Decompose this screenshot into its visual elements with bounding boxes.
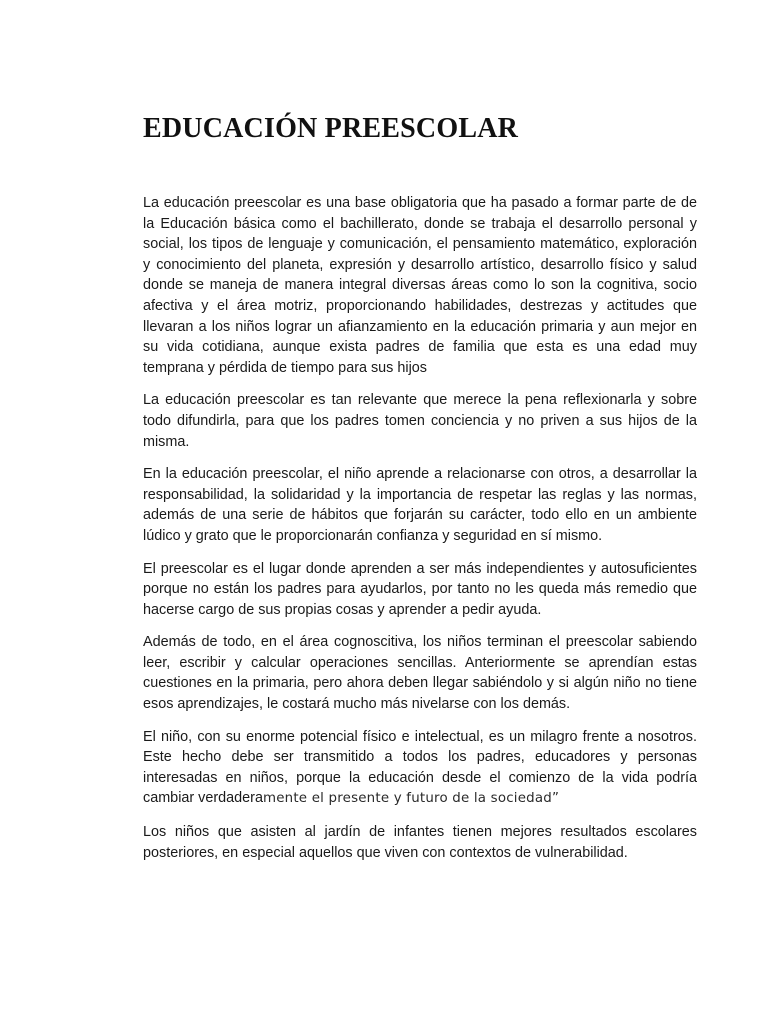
paragraph-main-text: El niño, con su enorme potencial físico e intelectual, es un milagro frente a nosotros. Este hecho debe ser transmitido a todos los padres, educadores y personas interesadas en niños, porque la educación desde el comienzo de la vida podría cambiar verdadera xyxy=(143,728,697,807)
paragraph: Los niños que asisten al jardín de infantes tienen mejores resultados escolares posteriores, en especial aquellos que viven con contextos de vulnerabilidad. xyxy=(143,824,697,861)
paragraph: Además de todo, en el área cognoscitiva, los niños terminan el preescolar sabiendo leer, escribir y calcular operaciones sencillas. Anteriormente se aprendían estas cuestiones en la primaria, pero ahora deben llegar sabiéndolo y si algún niño no tiene esos aprendizajes, le costará mucho más nivelarse con los demás. xyxy=(143,634,697,713)
document-body xyxy=(143,112,697,875)
document-title: EDUCACIÓN PREESCOLAR xyxy=(143,113,519,144)
paragraph: La educación preescolar es tan relevante que merece la pena reflexionarla y sobre todo difundirla, para que los padres tomen conciencia y no priven a sus hijos de la misma. xyxy=(143,392,697,450)
paragraph xyxy=(143,727,697,810)
paragraph-tail-text: mente el presente y futuro de la sociedad” xyxy=(262,791,560,807)
paragraph: La educación preescolar es una base obligatoria que ha pasado a formar parte de de la Educación básica como el bachillerato, donde se trabaja el desarrollo personal y social, los tipos de lenguaje y comunicación, el pensamiento matemático, exploración y conocimiento del planeta, expresión y desarrollo artístico, desarrollo físico y salud donde se maneja de manera integral diversas áreas como lo son la cognitiva, socio afectiva y el área motriz, proporcionando habilidades, destrezas y actitudes que llevaran a los niños lograr un afianzamiento en la educación primaria y aun mejor en su vida cotidiana, aunque exista padres de familia que esta es una edad muy temprana y pérdida de tiempo para sus hijos xyxy=(143,195,697,376)
paragraph: El preescolar es el lugar donde aprenden a ser más independientes y autosuficientes porque no están los padres para ayudarlos, por tanto no les queda más remedio que hacerse cargo de sus propias cosas y aprender a pedir ayuda. xyxy=(143,560,697,618)
paragraph: En la educación preescolar, el niño aprende a relacionarse con otros, a desarrollar la responsabilidad, la solidaridad y la importancia de respetar las reglas y las normas, además de una serie de hábitos que forjarán su carácter, todo ello en un ambiente lúdico y grato que le proporcionarán confianza y seguridad en sí mismo. xyxy=(143,466,697,544)
